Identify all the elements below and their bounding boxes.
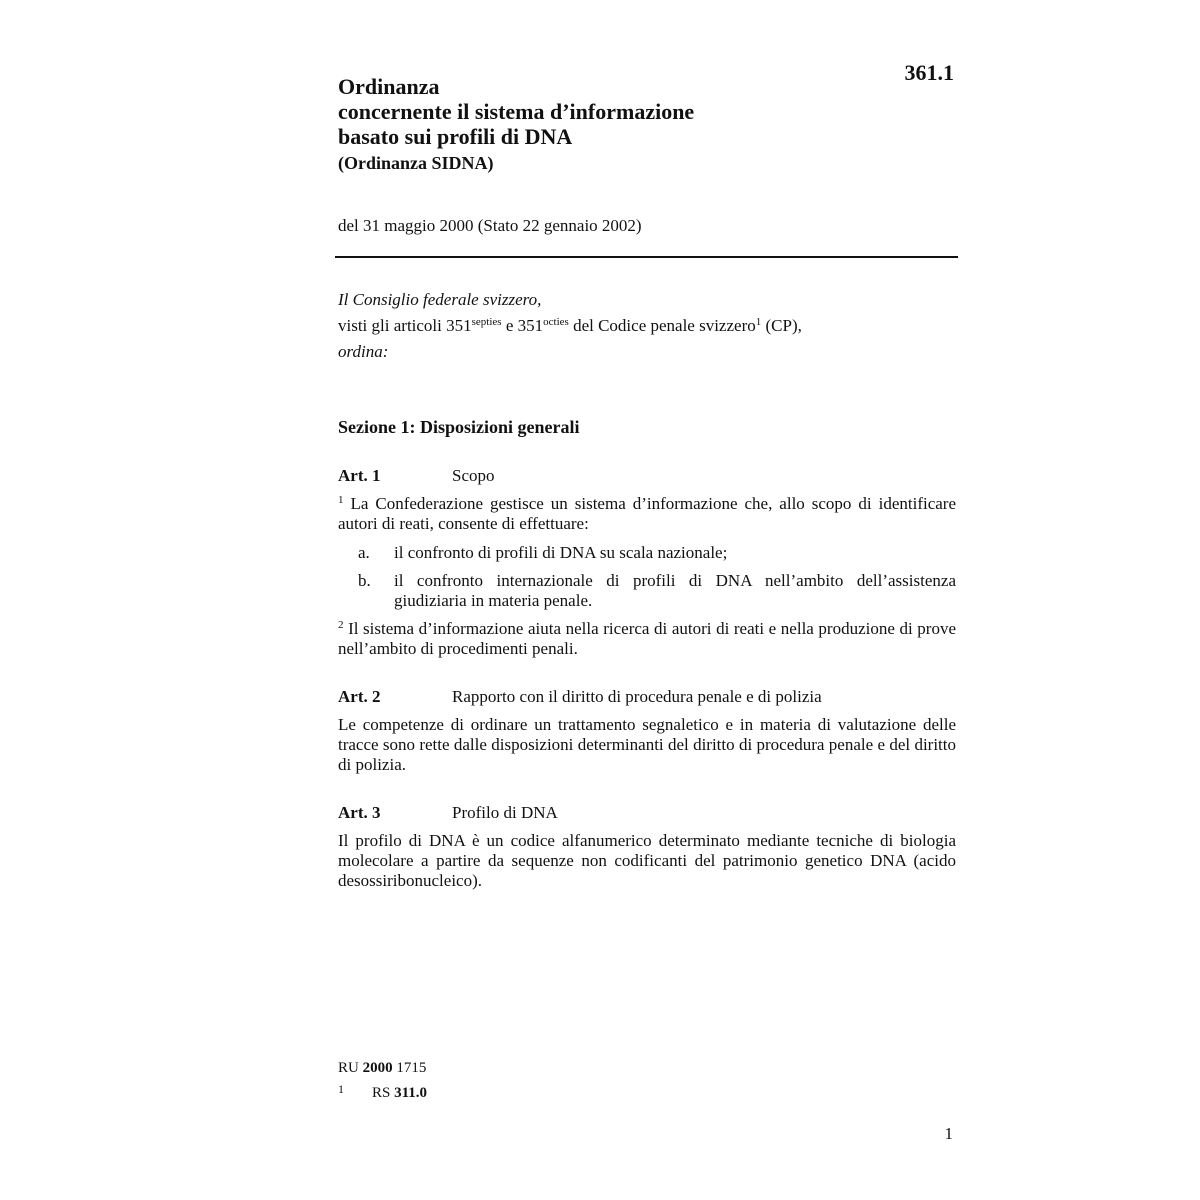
footer-references bbox=[338, 1058, 956, 1104]
list-item-letter: b. bbox=[358, 571, 371, 590]
article-number: Art. 3 bbox=[338, 803, 381, 822]
title-line: basato sui profili di DNA bbox=[338, 124, 573, 149]
article-paragraph: Il profilo di DNA è un codice alfanumerico determinato mediante tecniche di biologia molecolare a partire da sequenze non codificanti del patrimonio genetico DNA (acido desossiribonucleico). bbox=[338, 831, 956, 890]
paragraph-number: 1 bbox=[338, 494, 344, 506]
article-title: Profilo di DNA bbox=[452, 803, 558, 822]
list-item-text: il confronto di profili di DNA su scala nazionale; bbox=[394, 543, 728, 562]
basis-prefix: visti gli articoli 351 bbox=[338, 316, 472, 335]
rs-number: 311.0 bbox=[394, 1085, 428, 1101]
article-title: Rapporto con il diritto di procedura penale e di polizia bbox=[452, 687, 822, 706]
article-number: Art. 1 bbox=[338, 466, 381, 485]
basis-superscript: octies bbox=[543, 316, 569, 328]
document-number: 361.1 bbox=[904, 60, 954, 85]
footnote-number: 1 bbox=[338, 1082, 344, 1096]
list-item bbox=[338, 543, 956, 563]
basis-mid: e 351 bbox=[501, 316, 544, 335]
preamble bbox=[338, 287, 956, 365]
article-paragraph bbox=[338, 619, 956, 659]
title-line: Ordinanza bbox=[338, 74, 440, 99]
list-item-letter: a. bbox=[358, 543, 370, 562]
list-item-text: il confronto internazionale di profili di DNA nell’ambito dell’assistenza giudiziaria in materia penale. bbox=[394, 571, 956, 610]
preamble-issuer: Il Consiglio federale svizzero, bbox=[338, 290, 542, 309]
article-paragraph: Le competenze di ordinare un trattamento segnaletico e in materia di valutazione delle tracce sono rette dalle disposizioni determinanti del diritto di procedura penale e del diritto di polizia. bbox=[338, 715, 956, 774]
paragraph-text: La Confederazione gestisce un sistema d’informazione che, allo scopo di identificare autori di reati, consente di effettuare: bbox=[338, 494, 956, 533]
footnote-reference: 1 bbox=[755, 316, 762, 328]
title-line: concernente il sistema d’informazione bbox=[338, 99, 695, 124]
title-abbreviation: (Ordinanza SIDNA) bbox=[338, 153, 494, 173]
ru-year: 2000 bbox=[362, 1060, 393, 1076]
article-paragraph bbox=[338, 494, 956, 534]
paragraph-number: 2 bbox=[338, 619, 344, 631]
article-title: Scopo bbox=[452, 466, 495, 485]
article-list bbox=[338, 543, 956, 623]
preamble-legal-basis bbox=[338, 313, 956, 339]
date-line: del 31 maggio 2000 (Stato 22 gennaio 2002) bbox=[338, 216, 642, 235]
official-compilation-ref bbox=[338, 1058, 956, 1079]
header-divider bbox=[335, 256, 958, 258]
rs-prefix: RS bbox=[372, 1085, 395, 1101]
ru-page: 1715 bbox=[392, 1060, 427, 1076]
list-item bbox=[338, 571, 956, 611]
article-number: Art. 2 bbox=[338, 687, 381, 706]
section-heading: Sezione 1: Disposizioni generali bbox=[338, 417, 580, 437]
document-title bbox=[338, 74, 956, 149]
article-heading bbox=[338, 803, 956, 823]
preamble-enactment: ordina: bbox=[338, 342, 389, 361]
article-heading bbox=[338, 466, 956, 486]
paragraph-text: Il sistema d’informazione aiuta nella ricerca di autori di reati e nella produzione di prove nell’ambito di procedimenti penali. bbox=[338, 619, 956, 658]
basis-superscript: septies bbox=[471, 316, 502, 328]
page-number: 1 bbox=[944, 1124, 953, 1143]
ru-prefix: RU bbox=[338, 1060, 363, 1076]
article-heading bbox=[338, 687, 956, 707]
footnote bbox=[338, 1079, 956, 1104]
basis-suffix: (CP), bbox=[761, 316, 802, 335]
basis-after: del Codice penale svizzero bbox=[568, 316, 756, 335]
